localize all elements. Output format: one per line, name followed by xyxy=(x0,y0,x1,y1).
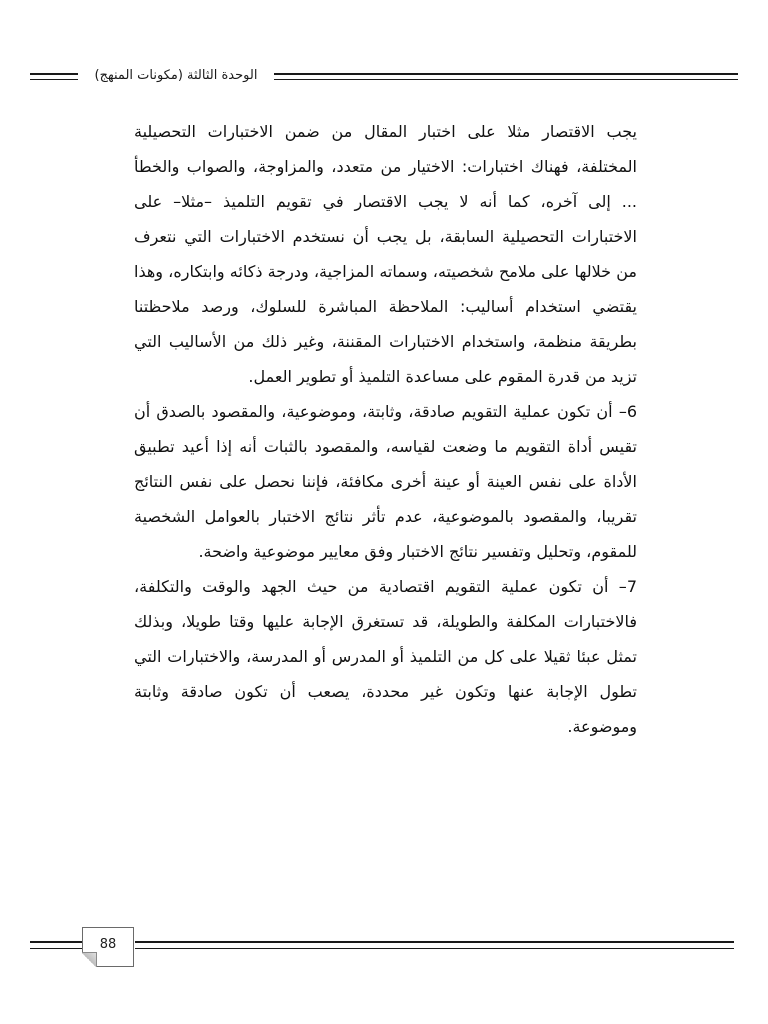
header-rule-left xyxy=(30,73,78,80)
running-header-title: الوحدة الثالثة (مكونات المنهج) xyxy=(94,68,258,83)
footer-rule-left xyxy=(30,941,82,949)
footer-rule-right xyxy=(135,941,734,949)
paragraph-1: يجب الاقتصار مثلا على اختبار المقال من ضمن الاختبارات التحصيلية المختلفة، فهناك اختبارات: الاختيار من متعدد، والمزاوجة، والصواب والخطأ ... إلى آخره، كما أنه لا يجب الاقتصار في تقويم التلميذ –مثلا– على الاختبارات التحصيلية السابقة، بل يجب أن نستخدم الاختبارات التي نتعرف من خلالها على ملامح شخصيته، وسماته المزاجية، ودرجة ذكائه وابتكاره، وهذا يقتضي استخدام أساليب: الملاحظة المباشرة للسلوك، ورصد ملاحظتنا بطريقة منظمة، واستخدام الاختبارات المقننة، وغير ذلك من الأساليب التي تزيد من قدرة المقوم على مساعدة التلميذ أو تطوير العمل. xyxy=(134,122,637,386)
paragraph-3: 7– أن تكون عملية التقويم اقتصادية من حيث الجهد والوقت والتكلفة، فالاختبارات المكلفة والطويلة، قد تستغرق الإجابة عليها وقتا طويلا، وبذلك تمثل عبئا ثقيلا على كل من التلميذ أو المدرس أو المدرسة، والاختبارات التي تطول الإجابة عنها وتكون غير محددة، يصعب أن تكون صادقة وثابتة وموضوعة. xyxy=(134,577,637,736)
paragraph-2: 6– أن تكون عملية التقويم صادقة، وثابتة، وموضوعية، والمقصود بالصدق أن تقيس أداة التقويم ما وضعت لقياسه، والمقصود بالثبات أنه إذا أعيد تطبيق الأداة على نفس العينة أو عينة أخرى مكافئة، فإننا نحصل على نفس النتائج تقريبا، والمقصود بالموضوعية، عدم تأثر نتائج الاختبار بالعوامل الشخصية للمقوم، وتحليل وتفسير نتائج الاختبار وفق معايير موضوعية واضحة. xyxy=(134,402,637,561)
page-body xyxy=(134,114,637,744)
page-number: 88 xyxy=(99,937,117,952)
header-rule-right xyxy=(274,73,738,80)
page-number-tab xyxy=(82,927,134,967)
